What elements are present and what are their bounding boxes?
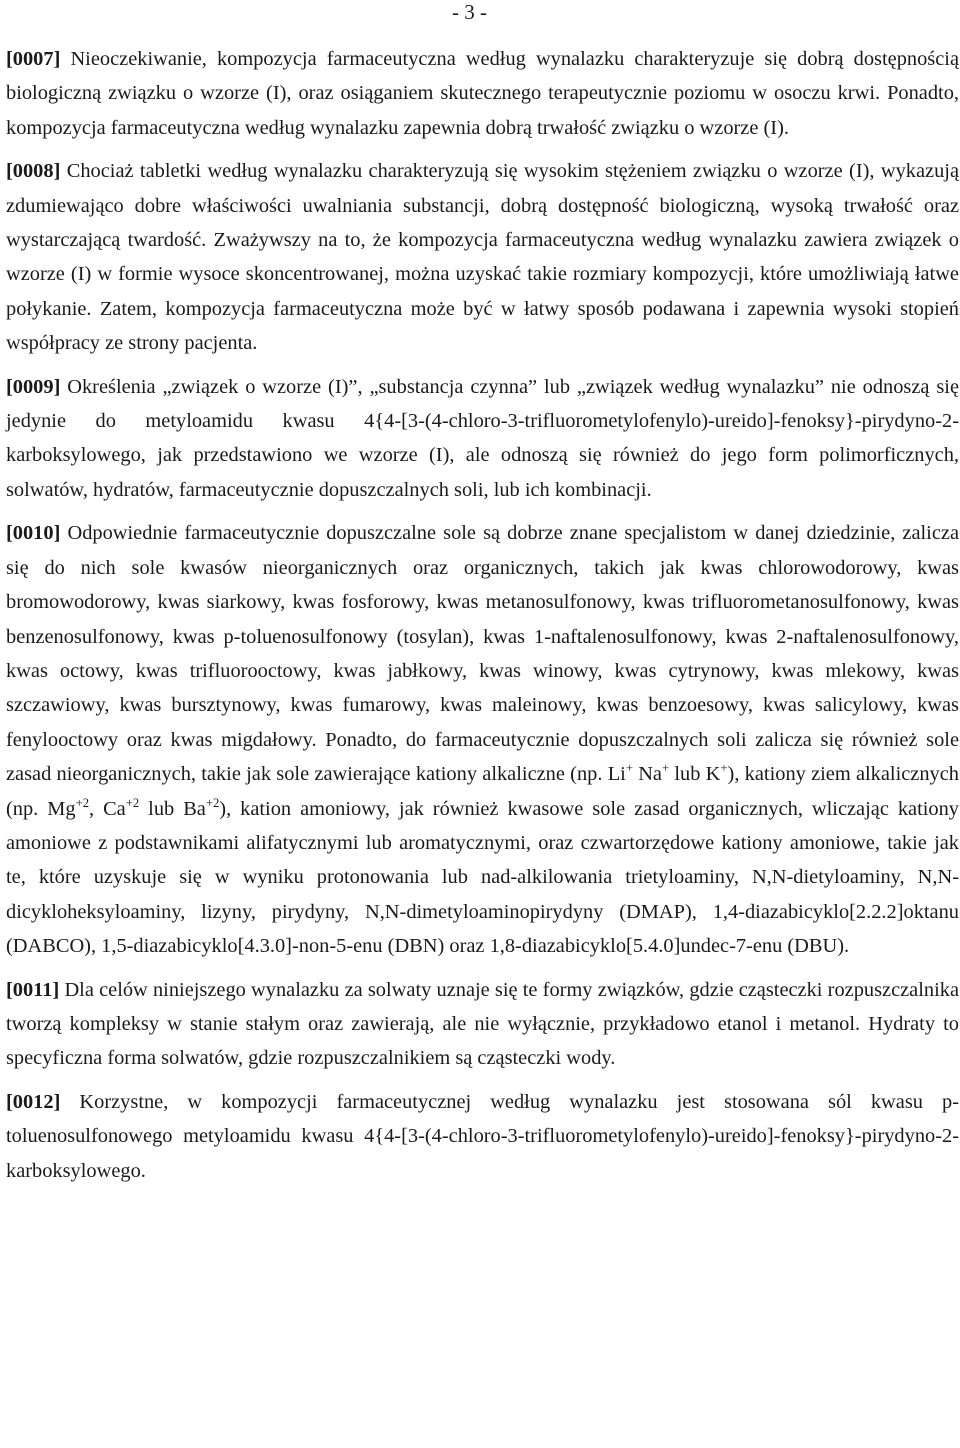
paragraph-number: [0011] [6, 978, 60, 1001]
paragraph-0007 [6, 42, 959, 145]
paragraph-text: Dla celów niniejszego wynalazku za solwaty uznaje się te formy związków, gdzie cząsteczki rozpuszczalnika tworzą kompleksy w stanie stałym oraz zawierają, ale nie wyłącznie, przykładowo etanol i metanol. Hydraty to specyficzna forma solwatów, gdzie rozpuszczalnikiem są cząsteczki wody. [6, 978, 959, 1070]
paragraph-text: Chociaż tabletki według wynalazku charakteryzują się wysokim stężeniem związku o wzorze (I), wykazują zdumiewająco dobre właściwości uwalniania substancji, dobrą dostępność biologiczną, wysoką trwałość oraz wystarczającą twardość. Zważywszy na to, że kompozycja farmaceutyczna według wynalazku zawiera związek o wzorze (I) w formie wysoce skoncentrowanej, można uzyskać takie rozmiary kompozycji, które umożliwiają łatwe połykanie. Zatem, kompozycja farmaceutyczna może być w łatwy sposób podawana i zapewnia wysoki stopień współpracy ze strony pacjenta. [6, 160, 959, 355]
paragraph-0009 [6, 370, 959, 508]
paragraph-number: [0009] [6, 375, 61, 398]
paragraph-0011 [6, 973, 959, 1076]
paragraph-text: Nieoczekiwanie, kompozycja farmaceutyczna według wynalazku charakteryzuje się dobrą dostępnością biologiczną związku o wzorze (I), oraz osiąganiem skutecznego terapeutycznie poziomu w osoczu krwi. Ponadto, kompozycja farmaceutyczna według wynalazku zapewnia dobrą trwałość związku o wzorze (I). [6, 48, 959, 139]
paragraph-number: [0008] [6, 160, 61, 183]
paragraph-text: lub Ba [139, 797, 206, 820]
paragraph-0008 [6, 154, 959, 360]
page-number: - 3 - [452, 0, 487, 24]
paragraph-text: Na [632, 763, 662, 786]
superscript-charge: +2 [125, 795, 140, 810]
paragraph-text: Odpowiednie farmaceutycznie dopuszczalne sole są dobrze znane specjalistom w danej dziedzinie, zalicza się do nich sole kwasów nieorganicznych oraz organicznych, takich jak kwas chlorowodorowy, kwas bromowodorowy, kwas siarkowy, kwas fosforowy, kwas metanosulfonowy, kwas trifluorometanosulfonowy, kwas benzenosulfonowy, kwas p-toluenosulfonowy (tosylan), kwas 1-naftalenosulfonowy, kwas 2-naftalenosulfonowy, kwas octowy, kwas trifluorooctowy, kwas jabłkowy, kwas winowy, kwas cytrynowy, kwas mlekowy, kwas szczawiowy, kwas bursztynowy, kwas fumarowy, kwas maleinowy, kwas benzoesowy, kwas salicylowy, kwas fenylooctowy oraz kwas migdałowy. Ponadto, do farmaceutycznie dopuszczalnych soli zalicza się również sole zasad nieorganicznych, takie jak sole zawierające kationy alkaliczne (np. Li [6, 522, 959, 786]
document-body [6, 42, 959, 1188]
paragraph-0012 [6, 1085, 959, 1188]
paragraph-text: Korzystne, w kompozycji farmaceutycznej według wynalazku jest stosowana sól kwasu p-toluenosulfonowego metyloamidu kwasu 4{4-[3-(4-chloro-3-trifluorometylofenylo)-ureido]-fenoksy}-pirydyno-2-karboksylowego. [6, 1090, 959, 1182]
paragraph-text: , Ca [89, 797, 126, 820]
paragraph-text: ), kation amoniowy, jak również kwasowe sole zasad organicznych, wliczając kationy amoniowe z podstawnikami alifatycznymi lub aromatycznymi, oraz czwartorzędowe kationy amoniowe, takie jak te, które uzyskuje się w wyniku protonowania lub nad-alkilowania trietyloaminy, N,N-dietyloaminy, N,N-dicykloheksyloaminy, lizyny, pirydyny, N,N-dimetyloaminopirydyny (DMAP), 1,4-diazabicyklo[2.2.2]oktanu (DABCO), 1,5-diazabicyklo[4.3.0]-non-5-enu (DBN) oraz 1,8-diazabicyklo[5.4.0]undec-7-enu (DBU). [6, 797, 959, 958]
paragraph-text: ), kationy ziem alkalicznych (np. Mg [6, 763, 959, 820]
superscript-charge: +2 [205, 795, 220, 810]
superscript-charge: + [625, 761, 633, 776]
superscript-charge: + [661, 761, 670, 776]
paragraph-text: lub K [669, 763, 721, 786]
paragraph-0010 [6, 516, 959, 963]
paragraph-number: [0007] [6, 48, 61, 70]
paragraph-number: [0010] [6, 522, 61, 545]
superscript-charge: + [720, 761, 728, 776]
paragraph-number: [0012] [6, 1090, 61, 1113]
superscript-charge: +2 [75, 795, 90, 810]
paragraph-text: Określenia „związek o wzorze (I)”, „substancja czynna” lub „związek według wynalazku” nie odnoszą się jedynie do metyloamidu kwasu 4{4-[3-(4-chloro-3-trifluorometylofenylo)-ureido]-fenoksy}-pirydyno-2-karboksylowego, jak przedstawiono we wzorze (I), ale odnoszą się również do jego form polimorficznych, solwatów, hydratów, farmaceutycznie dopuszczalnych soli, lub ich kombinacji. [6, 375, 959, 501]
